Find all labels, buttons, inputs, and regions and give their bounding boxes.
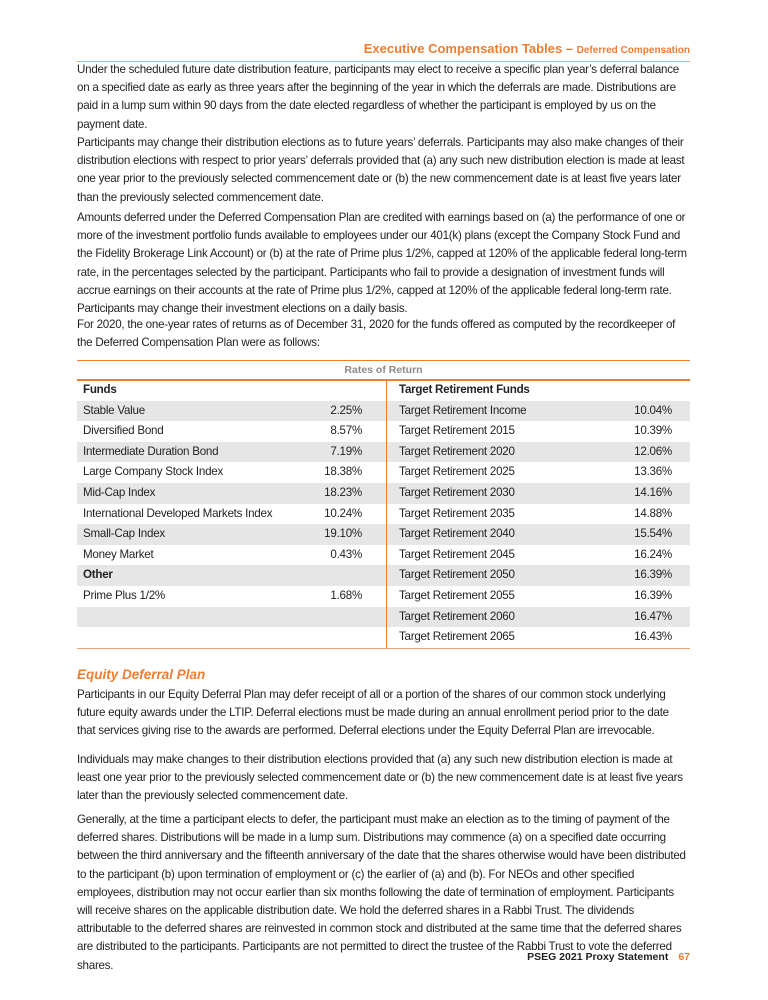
fund-name: Funds <box>83 383 117 396</box>
fund-name: Other <box>83 568 113 582</box>
fund-return: 2.25% <box>297 401 387 422</box>
table-row <box>77 524 690 545</box>
target-fund-name: Target Retirement Funds <box>399 383 530 396</box>
fund-return: 10.24% <box>297 504 387 525</box>
table-row <box>77 586 690 607</box>
paragraph: Generally, at the time a participant elects to defer, the participant must make an election as to the timing of payment of the deferred shares. Distributions will be made in a lump sum. Distributions may commence (a) on a specified date occurring between the third anniversary and the fifteenth anniversary of the date that the shares otherwise would have been distributed to the participant (b) upon termination of employment or (c) the earlier of (a) and (b). For NEOs and other specified employees, distribution may not occur earlier than six months following the date of termination of employment. Participants will receive shares on the applicable distribution date. We hold the deferred shares in a Rabbi Trust. The dividends attributable to the deferred shares are reinvested in common stock and distributed at the same time that the deferred shares are distributed to the participants. Participants are not permitted to direct the trustee of the Rabbi Trust to vote the deferred shares. <box>77 813 686 972</box>
page-footer <box>527 951 690 963</box>
fund-name <box>77 607 297 628</box>
target-fund-name: Target Retirement 2030 <box>399 485 515 499</box>
fund-return: 0.43% <box>297 545 387 566</box>
table-header-row <box>77 380 690 401</box>
target-fund-return: 15.54% <box>634 527 672 541</box>
fund-return <box>297 627 387 648</box>
target-fund-return: 16.24% <box>634 547 672 561</box>
target-fund-name: Target Retirement 2045 <box>399 547 515 561</box>
table-bottom-rule <box>77 648 690 649</box>
target-fund-return: 14.16% <box>634 485 672 499</box>
table-row <box>77 504 690 525</box>
rates-of-return-table <box>77 380 690 648</box>
target-fund-name: Target Retirement 2040 <box>399 527 515 541</box>
fund-name: Prime Plus 1/2% <box>83 588 165 602</box>
fund-name: Large Company Stock Index <box>83 465 224 479</box>
paragraph: Under the scheduled future date distribution feature, participants may elect to receive a specific plan year’s deferral balance on a specified date as early as three years after the beginning of the year in which the deferrals are made. Distributions are paid in a lump sum within 90 days from the date elected regardless of whether the participant is employed by us on the payment date. <box>77 63 679 131</box>
fund-name: Intermediate Duration Bond <box>83 444 219 458</box>
fund-return <box>297 565 387 586</box>
target-fund-return: 16.39% <box>634 568 672 582</box>
fund-name <box>77 627 297 648</box>
fund-name: Diversified Bond <box>83 424 164 438</box>
target-fund-name: Target Retirement 2065 <box>399 630 515 644</box>
target-fund-name: Target Retirement 2015 <box>399 424 515 438</box>
target-fund-name: Target Retirement 2060 <box>399 609 515 623</box>
fund-return <box>297 607 387 628</box>
target-fund-name: Target Retirement 2020 <box>399 444 515 458</box>
target-fund-return <box>602 380 690 401</box>
table-row <box>77 421 690 442</box>
fund-return: 18.23% <box>297 483 387 504</box>
table-row <box>77 442 690 463</box>
table-row <box>77 545 690 566</box>
fund-return: 19.10% <box>297 524 387 545</box>
running-header <box>77 41 690 62</box>
table-row <box>77 483 690 504</box>
target-fund-name: Target Retirement 2025 <box>399 465 515 479</box>
table-row <box>77 627 690 648</box>
fund-return: 18.38% <box>297 462 387 483</box>
table-row <box>77 401 690 422</box>
fund-name: Money Market <box>83 547 154 561</box>
fund-return <box>297 380 387 401</box>
target-fund-return: 13.36% <box>634 465 672 479</box>
fund-name: Stable Value <box>83 403 145 417</box>
target-fund-return: 10.39% <box>634 424 672 438</box>
paragraph: Individuals may make changes to their distribution elections provided that (a) any such new distribution election is made at least one year prior to the previously selected commencement date or (b) the new commencement date is at least five years later than the previously selected commencement date. <box>77 753 683 803</box>
fund-return: 7.19% <box>297 442 387 463</box>
target-fund-return: 14.88% <box>634 506 672 520</box>
fund-name: Mid-Cap Index <box>83 485 156 499</box>
target-fund-name: Target Retirement 2055 <box>399 588 515 602</box>
target-fund-return: 16.47% <box>634 609 672 623</box>
header-subtitle: Deferred Compensation <box>576 45 690 56</box>
footer-title: PSEG 2021 Proxy Statement <box>527 951 669 963</box>
paragraph: For 2020, the one-year rates of returns as of December 31, 2020 for the funds offered as computed by the recordkeeper of the Deferred Compensation Plan were as follows: <box>77 318 676 350</box>
paragraph: Participants may change their distribution elections as to future years’ deferrals. Participants may also make changes of their distribution elections with respect to prior years’ deferrals provided that (a) any such new distribution election is made at least one year prior to the previously selected commencement date or (b) the new commencement date is at least five years later than the previously selected commencement date. <box>77 136 685 204</box>
table-row <box>77 565 690 586</box>
page-number: 67 <box>678 951 690 963</box>
target-fund-return: 16.43% <box>634 630 672 644</box>
table-row <box>77 462 690 483</box>
target-fund-return: 16.39% <box>634 588 672 602</box>
section-heading: Equity Deferral Plan <box>77 667 206 682</box>
fund-return: 8.57% <box>297 421 387 442</box>
target-fund-name: Target Retirement Income <box>399 403 527 417</box>
fund-return: 1.68% <box>297 586 387 607</box>
table-row <box>77 607 690 628</box>
target-fund-name: Target Retirement 2035 <box>399 506 515 520</box>
header-title: Executive Compensation Tables – <box>363 41 577 56</box>
target-fund-name: Target Retirement 2050 <box>399 568 515 582</box>
paragraph: Participants in our Equity Deferral Plan may defer receipt of all or a portion of the shares of our common stock underlying future equity awards under the LTIP. Deferral elections must be made during an annual enrollment period prior to the date that services giving rise to the awards are performed. Deferral elections under the Equity Deferral Plan are irrevocable. <box>77 688 669 738</box>
paragraph: Amounts deferred under the Deferred Compensation Plan are credited with earnings based on (a) the performance of one or more of the investment portfolio funds available to employees under our 401(k) plans (except the Company Stock Fund and the Fidelity Brokerage Link Account) or (b) at the rate of Prime plus 1/2%, capped at 120% of the applicable federal long-term rate, in the percentages selected by the participant. Participants who fail to provide a designation of investment funds will accrue earnings on their accounts at the rate of Prime plus 1/2%, capped at 120% of the applicable federal long-term rate. Participants may change their investment elections on a daily basis. <box>77 211 687 316</box>
fund-name: International Developed Markets Index <box>83 506 273 520</box>
table-caption: Rates of Return <box>77 360 690 381</box>
fund-name: Small-Cap Index <box>83 527 165 541</box>
target-fund-return: 12.06% <box>634 444 672 458</box>
target-fund-return: 10.04% <box>634 403 672 417</box>
